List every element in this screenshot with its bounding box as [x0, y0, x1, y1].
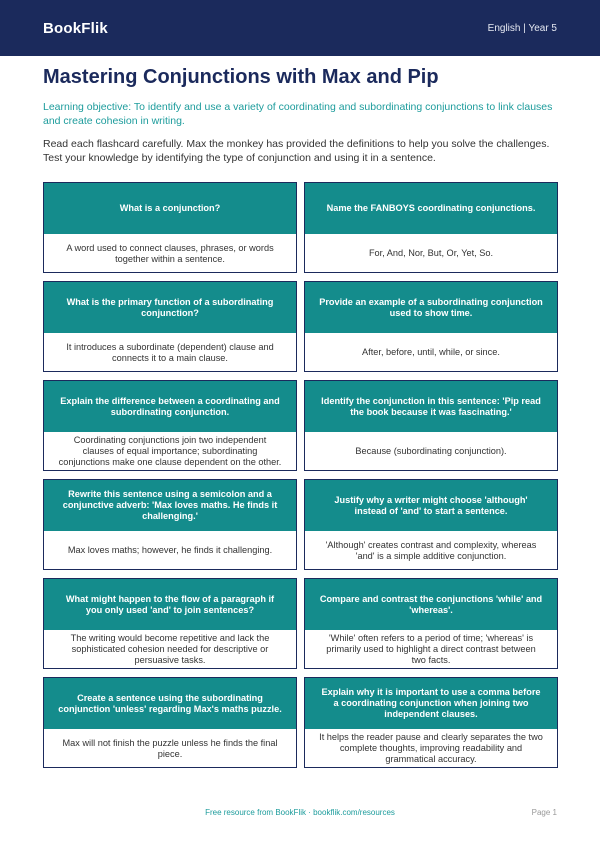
flashcard	[304, 182, 558, 273]
flashcard-answer: Coordinating conjunctions join two independent clauses of equal importance; subordinating conjunctions make one clause dependent on the other.	[58, 435, 282, 467]
subject-year-label: English | Year 5	[487, 22, 557, 34]
flashcard-question: Compare and contrast the conjunctions 'while' and 'whereas'.	[305, 579, 557, 630]
page-number: Page 1	[531, 808, 557, 817]
flashcard	[304, 479, 558, 570]
flashcard-question: Explain why it is important to use a comma before a coordinating conjunction when joining two independent clauses.	[305, 678, 557, 729]
page-title: Mastering Conjunctions with Max and Pip	[43, 66, 439, 88]
flashcard-question: Name the FANBOYS coordinating conjunctions.	[305, 183, 557, 234]
flashcard	[43, 578, 297, 669]
footer-credit: Free resource from BookFlik · bookflik.com/resources	[205, 808, 395, 817]
flashcard-question: Explain the difference between a coordinating and subordinating conjunction.	[44, 381, 296, 432]
header-bar	[0, 0, 600, 56]
flashcard-answer: 'While' often refers to a period of time; 'whereas' is primarily used to highlight a direct contrast between two facts.	[326, 633, 536, 665]
flashcard	[304, 281, 558, 372]
flashcard-question: What is a conjunction?	[44, 183, 296, 234]
flashcard-question: Rewrite this sentence using a semicolon and a conjunctive adverb: 'Max loves maths. He finds it challenging.'	[44, 480, 296, 531]
brand-logo: BookFlik	[43, 19, 108, 37]
flashcard-question: Provide an example of a subordinating conjunction used to show time.	[305, 282, 557, 333]
flashcard	[43, 281, 297, 372]
flashcard	[43, 380, 297, 471]
flashcard-question: What is the primary function of a subordinating conjunction?	[44, 282, 296, 333]
flashcard	[304, 380, 558, 471]
flashcard-question: Identify the conjunction in this sentence: 'Pip read the book because it was fascinating.'	[305, 381, 557, 432]
flashcard-question: Justify why a writer might choose 'although' instead of 'and' to start a sentence.	[305, 480, 557, 531]
flashcard	[304, 578, 558, 669]
flashcard	[43, 182, 297, 273]
learning-objective: Learning objective: To identify and use a variety of coordinating and subordinating conjunctions to link clauses and create cohesion in writing.	[43, 101, 553, 127]
flashcard-answer: 'Although' creates contrast and complexity, whereas 'and' is a simple additive conjunction.	[325, 539, 537, 561]
flashcard	[43, 479, 297, 570]
intro-text: Read each flashcard carefully. Max the monkey has provided the definitions to help you solve the challenges. Test your knowledge by identifying the type of conjunction and using it in a sentence.	[43, 138, 550, 164]
flashcard-answer: For, And, Nor, But, Or, Yet, So.	[368, 248, 494, 258]
flashcard-answer: Because (subordinating conjunction).	[355, 446, 507, 456]
flashcard-answer: It introduces a subordinate (dependent) clause and connects it to a main clause.	[66, 341, 274, 363]
flashcard-answer: A word used to connect clauses, phrases, or words together within a sentence.	[66, 242, 274, 264]
flashcard-answer: Max will not finish the puzzle unless he finds the final piece.	[62, 737, 278, 759]
flashcard-question: Create a sentence using the subordinating conjunction 'unless' regarding Max's maths puzzle.	[44, 678, 296, 729]
flashcard-question: What might happen to the flow of a paragraph if you only used 'and' to join sentences?	[44, 579, 296, 630]
flashcard-answer: The writing would become repetitive and lack the sophisticated cohesion needed for descriptive or persuasive tasks.	[70, 633, 270, 665]
flashcard-answer: Max loves maths; however, he finds it challenging.	[67, 545, 273, 555]
flashcard	[43, 677, 297, 768]
flashcard-answer: After, before, until, while, or since.	[362, 347, 500, 357]
flashcard-answer: It helps the reader pause and clearly separates the two complete thoughts, improving readability and grammatical accuracy.	[319, 732, 543, 764]
flashcard	[304, 677, 558, 768]
